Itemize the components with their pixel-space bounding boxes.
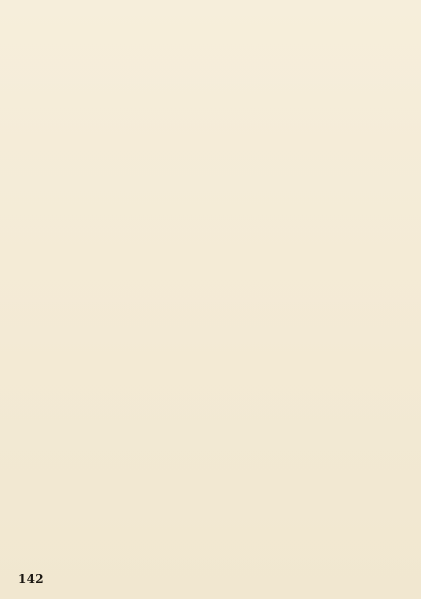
page-number: 142	[18, 572, 44, 586]
body-text	[57, 46, 393, 573]
